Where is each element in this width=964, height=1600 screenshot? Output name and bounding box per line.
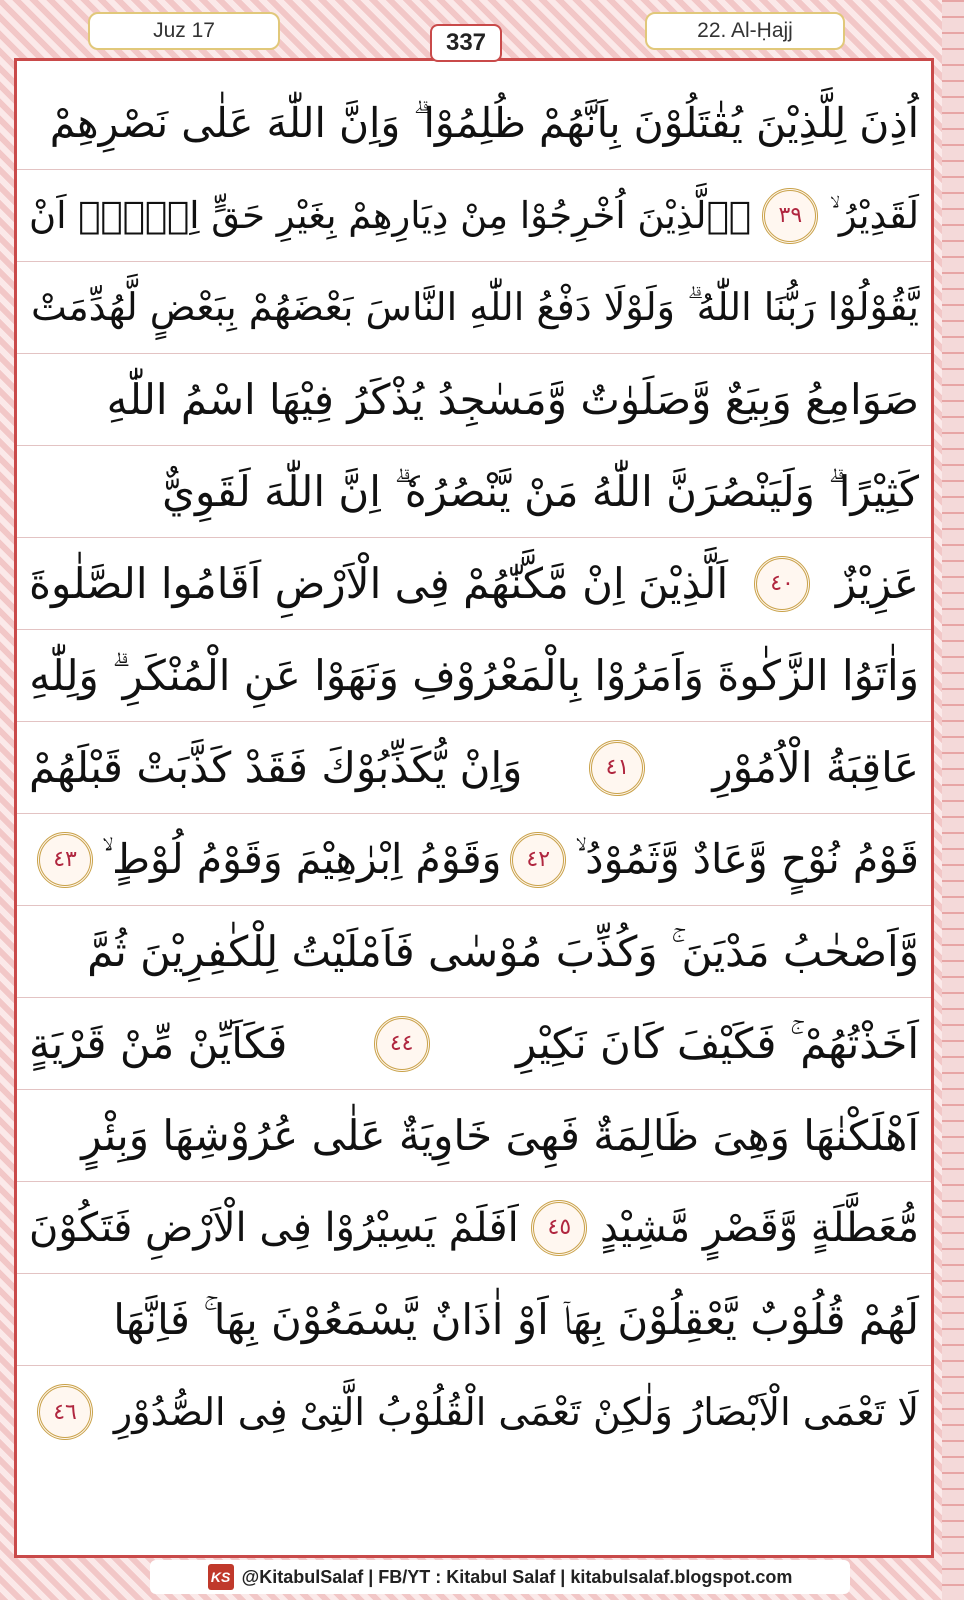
decorative-side-strip — [942, 0, 964, 1600]
verse-text: لَهُمْ قُلُوْبٌ يَّعْقِلُوْنَ بِهَاۤ اَوْ اٰذَانٌ يَّسْمَعُوْنَ بِهَا ۚ فَاِنَّهَا — [113, 1294, 919, 1344]
ayah-number-marker: ٤٣ — [37, 832, 93, 888]
verse-text: فَكَاَيِّنْ مِّنْ قَرْيَةٍ — [29, 1019, 288, 1068]
verse-text: وَاِنْ يُّكَذِّبُوْكَ فَقَدْ كَذَّبَتْ قَبْلَهُمْ — [29, 743, 523, 792]
juz-label: Juz 17 — [88, 12, 280, 50]
verse-line-1 — [17, 78, 931, 170]
verse-text: وَاٰتَوُا الزَّكٰوةَ وَاَمَرُوْا بِالْمَعْرُوْفِ وَنَهَوْا عَنِ الْمُنْكَرِ ۗ وَلِلّٰهِ — [29, 650, 919, 700]
verse-text: اۨلَّذِيْنَ اُخْرِجُوْا مِنْ دِيَارِهِمْ بِغَيْرِ حَقٍّ اِلَّاۤ اَنْ — [29, 194, 751, 237]
verse-text: اَهْلَكْنٰهَا وَهِىَ ظَالِمَةٌ فَهِىَ خَاوِيَةٌ عَلٰى عُرُوْشِهَا وَبِئْرٍ — [81, 1111, 919, 1160]
verse-text: اَفَلَمْ يَسِيْرُوْا فِى الْاَرْضِ فَتَكُوْنَ — [29, 1204, 519, 1251]
verse-line-14 — [17, 1274, 931, 1366]
verse-text: قَوْمُ نُوْحٍ وَّعَادٌ وَّثَمُوْدُ ۙ — [575, 835, 919, 883]
verse-text: وَقَوْمُ اِبْرٰهِيْمَ وَقَوْمُ لُوْطٍ ۙ — [101, 835, 502, 883]
verse-text: اُذِنَ لِلَّذِيْنَ يُقٰتَلُوْنَ بِاَنَّهُمْ ظُلِمُوْا ۗ وَاِنَّ اللّٰهَ عَلٰى نَصْرِهِمْ — [49, 99, 919, 147]
verse-text: مُّعَطَّلَةٍ وَّقَصْرٍ مَّشِيْدٍ — [599, 1204, 919, 1251]
ayah-number-marker: ٤٥ — [531, 1200, 587, 1256]
ks-logo-icon: KS — [208, 1564, 234, 1590]
verse-line-2 — [17, 170, 931, 262]
ayah-number-marker: ٤٢ — [510, 832, 566, 888]
verse-text: وَّاَصْحٰبُ مَدْيَنَ ۚ وَكُذِّبَ مُوْسٰى فَاَمْلَيْتُ لِلْكٰفِرِيْنَ ثُمَّ — [87, 926, 919, 976]
verse-line-7 — [17, 630, 931, 722]
verse-text: لَقَدِيْرُ ۙ — [829, 193, 919, 237]
verse-lines — [17, 78, 931, 1458]
verse-text: اَخَذْتُهُمْ ۚ فَكَيْفَ كَانَ نَكِيْرِ — [515, 1018, 919, 1068]
verse-line-15 — [17, 1366, 931, 1458]
verse-line-5 — [17, 446, 931, 538]
verse-text: صَوَامِعُ وَبِيَعٌ وَّصَلَوٰتٌ وَّمَسٰجِدُ يُذْكَرُ فِيْهَا اسْمُ اللّٰهِ — [106, 375, 919, 424]
verse-line-11 — [17, 998, 931, 1090]
verse-line-6 — [17, 538, 931, 630]
verse-text: كَثِيْرًا ۗ وَلَيَنْصُرَنَّ اللّٰهُ مَنْ يَّنْصُرُهٗ ۗ اِنَّ اللّٰهَ لَقَوِيٌّ — [162, 466, 919, 516]
surah-label: 22. Al-Ḥajj — [645, 12, 845, 50]
verse-line-3 — [17, 262, 931, 354]
ayah-number-marker: ٤١ — [589, 740, 645, 796]
verse-line-13 — [17, 1182, 931, 1274]
verse-text: يَّقُوْلُوْا رَبُّنَا اللّٰهُ ۗ وَلَوْلَا دَفْعُ اللّٰهِ النَّاسَ بَعْضَهُمْ بِبَعْضٍ لَّهُدِّمَتْ — [31, 285, 919, 329]
verse-text: عَاقِبَةُ الْاُمُوْرِ — [712, 743, 919, 792]
verse-text: لَا تَعْمَى الْاَبْصَارُ وَلٰكِنْ تَعْمَى الْقُلُوْبُ الَّتِىْ فِى الصُّدُوْرِ — [113, 1390, 919, 1434]
verse-line-4 — [17, 354, 931, 446]
page-header — [0, 0, 964, 60]
ayah-number-marker: ٣٩ — [762, 188, 818, 244]
footer-credit — [150, 1560, 850, 1594]
page-number: 337 — [430, 24, 502, 62]
footer-text: @KitabulSalaf | FB/YT : Kitabul Salaf | kitabulsalaf.blogspot.com — [241, 1566, 793, 1587]
ayah-number-marker: ٤٠ — [754, 556, 810, 612]
verse-text: اَلَّذِيْنَ اِنْ مَّكَّنّٰهُمْ فِى الْاَرْضِ اَقَامُوا الصَّلٰوةَ — [29, 559, 729, 608]
verse-text: عَزِيْزٌ — [835, 559, 919, 608]
ayah-number-marker: ٤٦ — [37, 1384, 93, 1440]
verse-line-10 — [17, 906, 931, 998]
verse-line-8 — [17, 722, 931, 814]
ayah-number-marker: ٤٤ — [374, 1016, 430, 1072]
verse-line-9 — [17, 814, 931, 906]
verse-line-12 — [17, 1090, 931, 1182]
